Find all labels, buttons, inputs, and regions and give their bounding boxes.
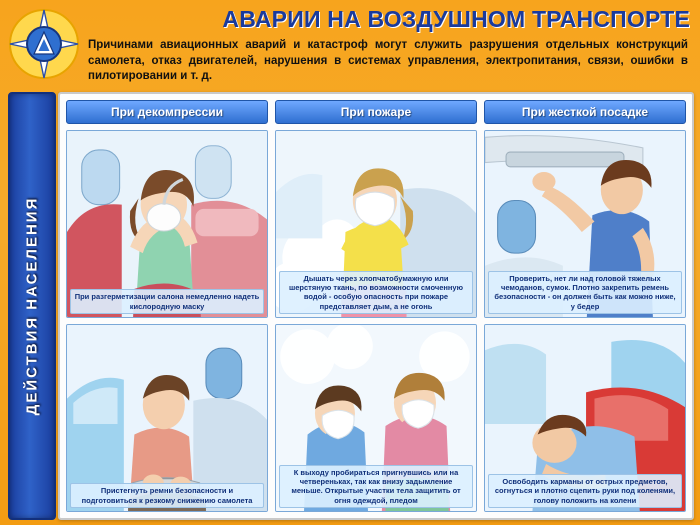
intro-text: Причинами авиационных аварий и катастроф могут служить разрушения отдельных конструкций самолета, отказ двигателей, нарушения в системах управления, электропитания, связи, ошибки в пилотировании и т. д. bbox=[88, 39, 688, 83]
sidebar-banner bbox=[8, 92, 56, 520]
cell-caption: При разгерметизации салона немедленно надеть кислородную маску bbox=[70, 289, 264, 314]
cell-caption: Дышать через хлопчатобумажную или шерстяную ткань, по возможности смоченную водой - особую опасность при пожаре представляет дым, а не огонь bbox=[279, 271, 473, 315]
illustration-cell bbox=[275, 130, 477, 318]
column-heading: При декомпрессии bbox=[66, 100, 268, 124]
content-panel bbox=[58, 92, 694, 520]
poster-header bbox=[0, 0, 700, 96]
emercom-star-emblem bbox=[8, 8, 80, 80]
column-decompression bbox=[66, 100, 268, 512]
sidebar-label: ДЕЙСТВИЯ НАСЕЛЕНИЯ bbox=[23, 196, 41, 416]
illustration-cell bbox=[484, 324, 686, 512]
column-heading: При жесткой посадке bbox=[484, 100, 686, 124]
cell-caption: Пристегнуть ремни безопасности и подготовиться к резкому снижению самолета bbox=[70, 483, 264, 508]
illustration-cell bbox=[484, 130, 686, 318]
cell-caption: Освободить карманы от острых предметов, согнуться и плотно сцепить руки под коленями, голову положить на колени bbox=[488, 474, 682, 508]
column-hard-landing bbox=[484, 100, 686, 512]
illustration-cell bbox=[66, 130, 268, 318]
page-title: АВАРИИ НА ВОЗДУШНОМ ТРАНСПОРТЕ bbox=[222, 6, 690, 32]
column-heading: При пожаре bbox=[275, 100, 477, 124]
column-fire bbox=[275, 100, 477, 512]
cell-caption: К выходу пробираться пригнувшись или на четвереньках, так как внизу задымление меньше. Открытые участки тела защитить от огня одеждой, пледом bbox=[279, 465, 473, 509]
illustration-cell bbox=[66, 324, 268, 512]
cell-caption: Проверить, нет ли над головой тяжелых чемоданов, сумок. Плотно закрепить ремень безопасности - он должен быть как можно ниже, у бедер bbox=[488, 271, 682, 315]
illustration-cell bbox=[275, 324, 477, 512]
